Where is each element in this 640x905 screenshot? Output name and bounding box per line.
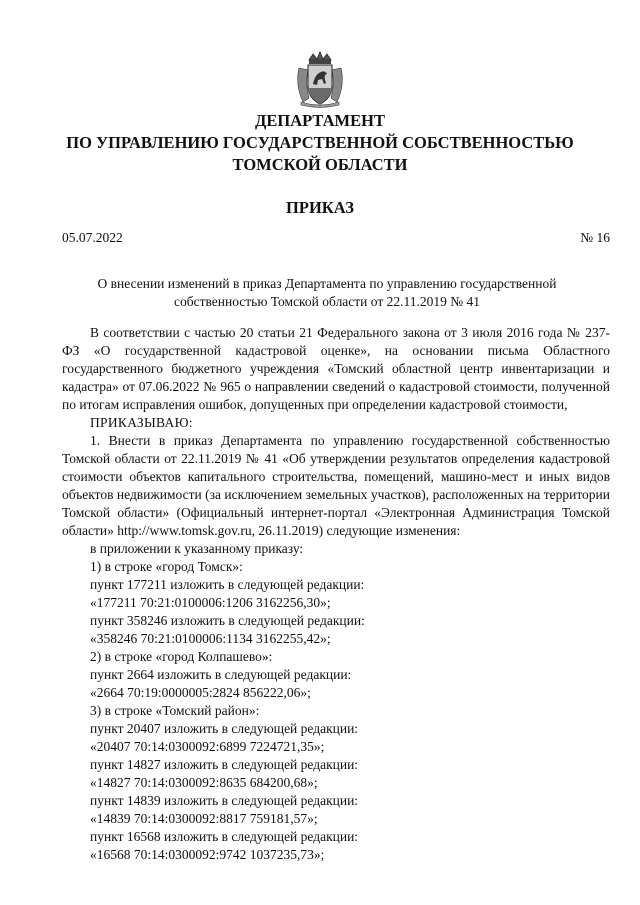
body-line: пункт 2664 изложить в следующей редакции: xyxy=(90,667,352,682)
body-line: «14839 70:14:0300092:8817 759181,57»; xyxy=(90,811,318,826)
document-date: 05.07.2022 xyxy=(62,230,123,245)
item-1-paragraph: 1. Внести в приказ Департамента по управлению государственной собственностью Томской области от 22.11.2019 № 41 «Об утверждении результатов определения кадастровой стоимости объектов капитального строительства, помещений, машино-мест и иных видов объектов недвижимости (за исключением земельных участков), расположенных на территории Томской области» (Официальный интернет-портал «Электронная Администрация Томской области» http://www.tomsk.gov.ru, 26.11.2019) следующие изменения: xyxy=(62,433,610,538)
body-line: «16568 70:14:0300092:9742 1037235,73»; xyxy=(90,847,325,862)
body-line: «2664 70:19:0000005:2824 856222,06»; xyxy=(90,685,311,700)
document-subject: О внесении изменений в приказ Департамента по управлению государственной собственностью Томской области от 22.11.2019 № 41 xyxy=(97,276,557,309)
document-type-title: ПРИКАЗ xyxy=(286,198,354,217)
body-line: пункт 20407 изложить в следующей редакции: xyxy=(90,721,359,736)
body-line: пункт 14827 изложить в следующей редакции: xyxy=(90,757,359,772)
body-line: в приложении к указанному приказу: xyxy=(90,541,304,556)
header-line-2: ПО УПРАВЛЕНИЮ ГОСУДАРСТВЕННОЙ СОБСТВЕННОСТЬЮ xyxy=(66,133,574,152)
department-header xyxy=(40,110,600,176)
body-line: 2) в строке «город Колпашево»: xyxy=(90,649,273,664)
header-line-1: ДЕПАРТАМЕНТ xyxy=(255,111,385,130)
body-line: пункт 177211 изложить в следующей редакции: xyxy=(90,577,365,592)
body-line: 3) в строке «Томский район»: xyxy=(90,703,260,718)
body-line: «358246 70:21:0100006:1134 3162255,42»; xyxy=(90,631,331,646)
amendment-lines xyxy=(62,540,610,864)
body-line: пункт 358246 изложить в следующей редакции: xyxy=(90,613,365,628)
document-number: № 16 xyxy=(580,230,610,245)
header-line-3: ТОМСКОЙ ОБЛАСТИ xyxy=(232,155,408,174)
body-line: «20407 70:14:0300092:6899 7224721,35»; xyxy=(90,739,325,754)
body-line: «14827 70:14:0300092:8635 684200,68»; xyxy=(90,775,318,790)
coat-of-arms-icon xyxy=(291,50,349,108)
preamble-paragraph: В соответствии с частью 20 статьи 21 Федерального закона от 3 июля 2016 года № 237-ФЗ «О государственной кадастровой оценке», на основании письма Областного государственного бюджетного учреждения «Томский областной центр инвентаризации и кадастра» от 07.06.2022 № 965 о направлении сведений о кадастровой стоимости, полученной по итогам исправления ошибок, допущенных при определении кадастровой стоимости, xyxy=(62,325,610,412)
body-line: 1) в строке «город Томск»: xyxy=(90,559,243,574)
body-line: пункт 14839 изложить в следующей редакции: xyxy=(90,793,359,808)
order-keyword: ПРИКАЗЫВАЮ: xyxy=(90,415,193,430)
body-line: «177211 70:21:0100006:1206 3162256,30»; xyxy=(90,595,331,610)
document-body xyxy=(62,324,610,864)
body-line: пункт 16568 изложить в следующей редакции: xyxy=(90,829,359,844)
